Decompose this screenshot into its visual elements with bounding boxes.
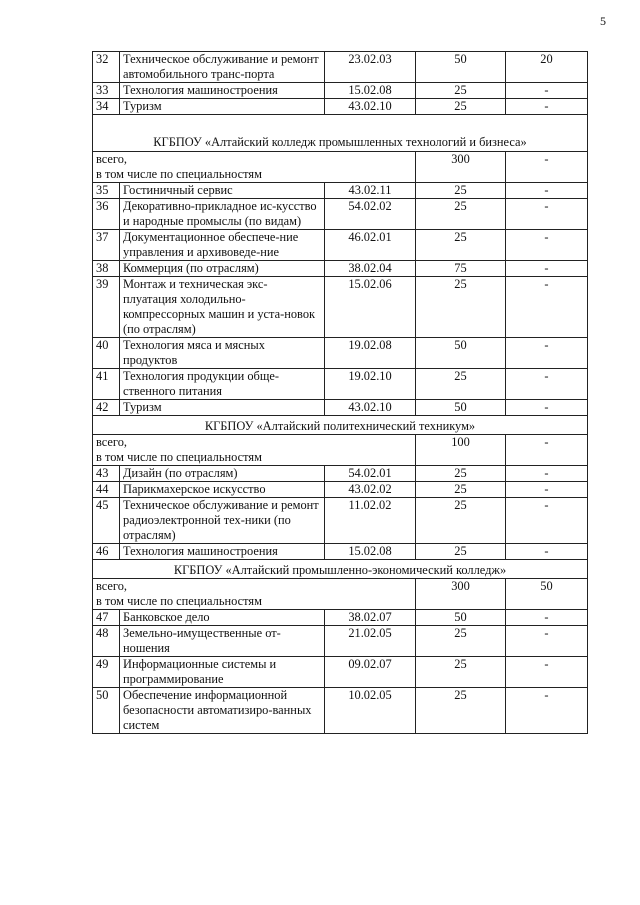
row-number: 44 bbox=[93, 482, 120, 498]
row-number: 50 bbox=[93, 688, 120, 734]
institution-row bbox=[93, 115, 588, 152]
specialty-name: Туризм bbox=[120, 99, 325, 115]
row-number: 48 bbox=[93, 626, 120, 657]
specialty-name: Технология продукции обще-ственного питания bbox=[120, 369, 325, 400]
value-1: 25 bbox=[416, 657, 506, 688]
table-row bbox=[93, 626, 588, 657]
value-1: 50 bbox=[416, 338, 506, 369]
institution-row bbox=[93, 416, 588, 435]
value-2: - bbox=[506, 400, 588, 416]
row-number: 45 bbox=[93, 498, 120, 544]
specialty-code: 21.02.05 bbox=[325, 626, 416, 657]
value-2: - bbox=[506, 657, 588, 688]
total-label-line2: в том числе по специальностям bbox=[96, 450, 262, 464]
value-2: - bbox=[506, 230, 588, 261]
table-row bbox=[93, 369, 588, 400]
table-row bbox=[93, 230, 588, 261]
value-1: 50 bbox=[416, 610, 506, 626]
total-row bbox=[93, 152, 588, 183]
value-2: - bbox=[506, 261, 588, 277]
table-row bbox=[93, 610, 588, 626]
total-label-line2: в том числе по специальностям bbox=[96, 594, 262, 608]
specialty-name: Документационное обеспече-ние управления и архивоведе-ние bbox=[120, 230, 325, 261]
row-number: 33 bbox=[93, 83, 120, 99]
specialty-name: Монтаж и техническая экс-плуатация холодильно-компрессорных машин и уста-новок (по отраслям) bbox=[120, 277, 325, 338]
table-row bbox=[93, 183, 588, 199]
value-2: - bbox=[506, 688, 588, 734]
row-number: 38 bbox=[93, 261, 120, 277]
value-2: - bbox=[506, 466, 588, 482]
specialty-code: 19.02.10 bbox=[325, 369, 416, 400]
value-1: 25 bbox=[416, 99, 506, 115]
total-label bbox=[93, 579, 416, 610]
table-body bbox=[93, 52, 588, 734]
institution-name: КГБПОУ «Алтайский промышленно-экономический колледж» bbox=[93, 560, 588, 579]
value-1: 25 bbox=[416, 199, 506, 230]
total-value-2: 50 bbox=[506, 579, 588, 610]
value-2: - bbox=[506, 99, 588, 115]
specialty-code: 43.02.10 bbox=[325, 400, 416, 416]
specialty-code: 43.02.02 bbox=[325, 482, 416, 498]
row-number: 42 bbox=[93, 400, 120, 416]
specialty-code: 19.02.08 bbox=[325, 338, 416, 369]
total-value-2: - bbox=[506, 435, 588, 466]
specialty-name: Декоративно-прикладное ис-кусство и народные промыслы (по видам) bbox=[120, 199, 325, 230]
value-2: - bbox=[506, 338, 588, 369]
table-row bbox=[93, 400, 588, 416]
specialty-name: Техническое обслуживание и ремонт радиоэлектронной тех-ники (по отраслям) bbox=[120, 498, 325, 544]
total-label-line1: всего, bbox=[96, 435, 127, 449]
specialty-code: 38.02.04 bbox=[325, 261, 416, 277]
value-2: - bbox=[506, 610, 588, 626]
value-2: - bbox=[506, 498, 588, 544]
specialty-name: Коммерция (по отраслям) bbox=[120, 261, 325, 277]
specialty-code: 54.02.01 bbox=[325, 466, 416, 482]
value-2: - bbox=[506, 199, 588, 230]
specialty-name: Парикмахерское искусство bbox=[120, 482, 325, 498]
value-1: 75 bbox=[416, 261, 506, 277]
specialty-code: 09.02.07 bbox=[325, 657, 416, 688]
table-row bbox=[93, 544, 588, 560]
specialty-name: Земельно-имущественные от-ношения bbox=[120, 626, 325, 657]
specialty-name: Туризм bbox=[120, 400, 325, 416]
value-1: 25 bbox=[416, 83, 506, 99]
table-row bbox=[93, 688, 588, 734]
row-number: 32 bbox=[93, 52, 120, 83]
value-1: 25 bbox=[416, 688, 506, 734]
row-number: 36 bbox=[93, 199, 120, 230]
total-label-line1: всего, bbox=[96, 152, 127, 166]
value-1: 25 bbox=[416, 369, 506, 400]
total-row bbox=[93, 579, 588, 610]
value-1: 25 bbox=[416, 626, 506, 657]
specialty-name: Техническое обслуживание и ремонт автомобильного транс-порта bbox=[120, 52, 325, 83]
value-2: - bbox=[506, 369, 588, 400]
row-number: 49 bbox=[93, 657, 120, 688]
row-number: 40 bbox=[93, 338, 120, 369]
table-row bbox=[93, 498, 588, 544]
table-row bbox=[93, 482, 588, 498]
table-row bbox=[93, 466, 588, 482]
specialty-code: 43.02.10 bbox=[325, 99, 416, 115]
row-number: 37 bbox=[93, 230, 120, 261]
specialty-code: 46.02.01 bbox=[325, 230, 416, 261]
specialty-name: Информационные системы и программирование bbox=[120, 657, 325, 688]
value-1: 25 bbox=[416, 466, 506, 482]
row-number: 41 bbox=[93, 369, 120, 400]
total-label-line1: всего, bbox=[96, 579, 127, 593]
value-1: 50 bbox=[416, 52, 506, 83]
total-value: 300 bbox=[416, 152, 506, 183]
value-1: 25 bbox=[416, 183, 506, 199]
row-number: 34 bbox=[93, 99, 120, 115]
specialty-code: 43.02.11 bbox=[325, 183, 416, 199]
specialty-code: 10.02.05 bbox=[325, 688, 416, 734]
value-1: 25 bbox=[416, 544, 506, 560]
value-1: 25 bbox=[416, 482, 506, 498]
value-2: - bbox=[506, 183, 588, 199]
value-1: 25 bbox=[416, 498, 506, 544]
specialty-code: 54.02.02 bbox=[325, 199, 416, 230]
specialty-code: 15.02.06 bbox=[325, 277, 416, 338]
row-number: 47 bbox=[93, 610, 120, 626]
value-2: - bbox=[506, 544, 588, 560]
table-row bbox=[93, 83, 588, 99]
row-number: 39 bbox=[93, 277, 120, 338]
specialty-name: Технология машиностроения bbox=[120, 83, 325, 99]
table-row bbox=[93, 657, 588, 688]
value-1: 25 bbox=[416, 230, 506, 261]
specialty-code: 11.02.02 bbox=[325, 498, 416, 544]
total-value: 100 bbox=[416, 435, 506, 466]
specialty-name: Технология машиностроения bbox=[120, 544, 325, 560]
table-row bbox=[93, 199, 588, 230]
total-row bbox=[93, 435, 588, 466]
specialty-name: Дизайн (по отраслям) bbox=[120, 466, 325, 482]
value-2: - bbox=[506, 482, 588, 498]
row-number: 43 bbox=[93, 466, 120, 482]
institution-row bbox=[93, 560, 588, 579]
specialty-code: 23.02.03 bbox=[325, 52, 416, 83]
total-label bbox=[93, 152, 416, 183]
specialty-code: 38.02.07 bbox=[325, 610, 416, 626]
institution-name: КГБПОУ «Алтайский колледж промышленных технологий и бизнеса» bbox=[93, 115, 588, 152]
total-value-2: - bbox=[506, 152, 588, 183]
specialty-code: 15.02.08 bbox=[325, 83, 416, 99]
specialties-table bbox=[92, 51, 588, 734]
value-2: 20 bbox=[506, 52, 588, 83]
value-1: 25 bbox=[416, 277, 506, 338]
value-2: - bbox=[506, 277, 588, 338]
institution-name: КГБПОУ «Алтайский политехнический техникум» bbox=[93, 416, 588, 435]
table-row bbox=[93, 261, 588, 277]
specialty-name: Гостиничный сервис bbox=[120, 183, 325, 199]
specialty-name: Обеспечение информационной безопасности автоматизиро-ванных систем bbox=[120, 688, 325, 734]
table-row bbox=[93, 52, 588, 83]
specialty-name: Банковское дело bbox=[120, 610, 325, 626]
value-2: - bbox=[506, 83, 588, 99]
total-value: 300 bbox=[416, 579, 506, 610]
specialty-name: Технология мяса и мясных продуктов bbox=[120, 338, 325, 369]
page-number: 5 bbox=[600, 14, 606, 28]
value-1: 50 bbox=[416, 400, 506, 416]
row-number: 46 bbox=[93, 544, 120, 560]
specialty-code: 15.02.08 bbox=[325, 544, 416, 560]
table-row bbox=[93, 99, 588, 115]
total-label bbox=[93, 435, 416, 466]
row-number: 35 bbox=[93, 183, 120, 199]
total-label-line2: в том числе по специальностям bbox=[96, 167, 262, 181]
value-2: - bbox=[506, 626, 588, 657]
table-row bbox=[93, 338, 588, 369]
table-row bbox=[93, 277, 588, 338]
